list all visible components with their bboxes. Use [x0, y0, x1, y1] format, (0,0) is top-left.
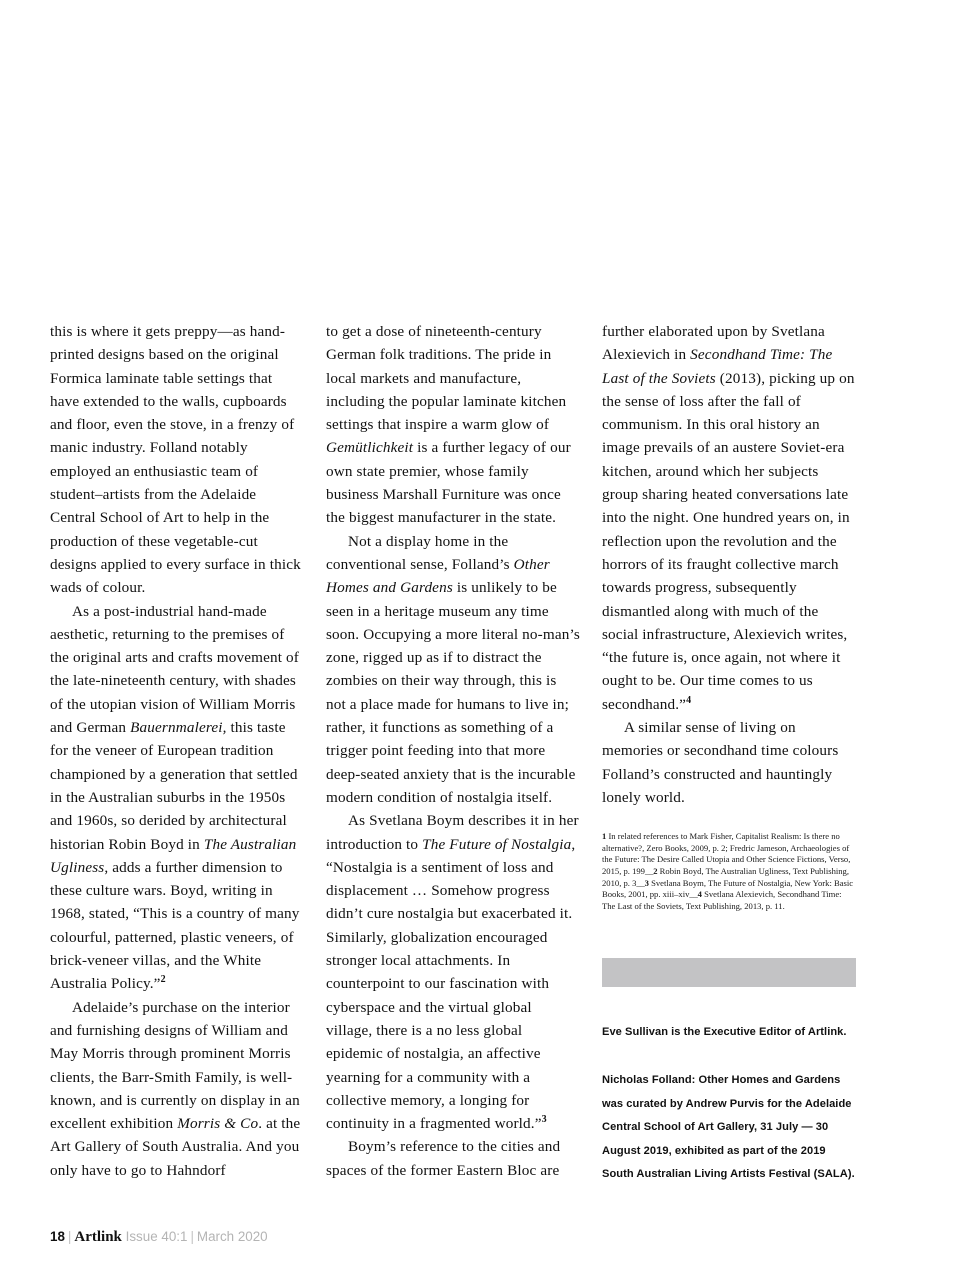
text-column-2	[326, 320, 580, 1200]
body-paragraph	[50, 320, 304, 600]
body-paragraph	[602, 320, 856, 716]
endnote-text: In related references to Mark Fisher, Capitalist Realism: Is there no alternative?, Zero Books, 2009, p. 2; Fredric Jameson, Archaeologies of the Future: The Desire Called Utopia and Other Science Fictions, Verso, 2015, p. 199	[602, 831, 851, 877]
text-run: As a post-industrial hand-made aesthetic, returning to the premises of the original arts and crafts movement of the late-nineteenth century, with shades of the utopian vision of William Morris and German	[50, 602, 299, 737]
body-paragraph	[326, 530, 580, 810]
text-run: A similar sense of living on memories or secondhand time colours Folland’s constructed and hauntingly lonely world.	[602, 719, 839, 806]
text-run: this is where it gets preppy—as hand-printed designs based on the original Formica laminate table settings that have extended to the walls, cupboards and floor, even the stove, in a frenzy of manic industry. Folland notably employed an enthusiastic team of student–artists from the Adelaide Central School of Art to help in the production of these vegetable-cut designs applied to every surface in thick wads of colour.	[50, 323, 301, 597]
text-column-1	[50, 320, 304, 1200]
endnotes-block	[602, 831, 856, 912]
italic-run: Bauernmalerei,	[130, 719, 227, 737]
endnote-text: Robin Boyd, The Australian Ugliness, Text Publishing, 2010, p. 3	[602, 866, 850, 888]
column-3-paragraphs	[602, 320, 856, 809]
endnote-separator: __	[636, 877, 645, 888]
endnote-number: 4	[697, 889, 702, 900]
text-run: As Svetlana Boym describes it in her introduction to	[326, 812, 579, 853]
endnote-number: 1	[602, 831, 607, 842]
italic-run: The Future of Nostalgia	[422, 835, 572, 853]
text-run: , adds a further dimension to these culture wars. Boyd, writing in 1968, stated, “This is a country of many colourful, patterned, plastic veneers, of brick-veneer villas, and the White Australia Policy.”	[50, 858, 300, 993]
footer-separator-2: |	[190, 1229, 194, 1244]
footnote-reference: 4	[686, 694, 692, 706]
body-paragraph	[326, 809, 580, 1135]
column-2-paragraphs	[326, 320, 580, 1182]
text-run: Not a display home in the conventional sense, Folland’s	[326, 532, 514, 573]
issue-label: Issue 40:1	[125, 1229, 188, 1244]
text-run: is a further legacy of our own state premier, whose family business Marshall Furniture was once the biggest manufacturer in the state.	[326, 439, 571, 527]
body-paragraph	[326, 320, 580, 530]
column-1-paragraphs	[50, 320, 304, 1182]
text-run: to get a dose of nineteenth-century German folk traditions. The pride in local markets and manufacture, including the popular laminate kitchen settings that inspire a warm glow of	[326, 323, 567, 434]
footer-separator-1: |	[67, 1229, 72, 1244]
text-run: this taste for the veneer of European tradition championed by a generation that settled in the Australian suburbs in the 1950s and 1960s, so derided by architectural historian Robin Boyd in	[50, 719, 298, 853]
body-paragraph	[326, 1135, 580, 1182]
text-column-3	[602, 320, 856, 1200]
endnote-text: Svetlana Alexievich, Secondhand Time: The Last of the Soviets, Text Publishing, 2013, p. 11.	[602, 889, 842, 911]
page-number: 18	[50, 1229, 65, 1244]
endnote-separator: __	[644, 866, 654, 877]
body-paragraph	[50, 996, 304, 1182]
endnote-number: 3	[644, 877, 649, 888]
issue-date: March 2020	[196, 1229, 268, 1244]
text-run: further elaborated upon by Svetlana Alexievich in	[602, 323, 825, 364]
italic-run: Morris & Co	[177, 1115, 259, 1133]
footnote-reference: 3	[541, 1114, 547, 1126]
text-run: , “Nostalgia is a sentiment of loss and displacement … Somehow progress didn’t cure nostalgia but exacerbated it. Similarly, globalization encouraged stronger local attachments. In counterpoint to our fascination with cyberspace and the virtual global village, there is a no less global epidemic of nostalgia, an affective yearning for a community with a collective memory, a longing for continuity in a fragmented world.”	[326, 835, 576, 1133]
endnote-text: Svetlana Boym, The Future of Nostalgia, New York: Basic Books, 2001, pp. xiii–xiv	[602, 877, 854, 900]
text-run: Boym’s reference to the cities and spaces of the former Eastern Bloc are	[326, 1138, 561, 1179]
italic-run: Gemütlichkeit	[326, 439, 414, 457]
text-run: is unlikely to be seen in a heritage museum any time soon. Occupying a more literal no-man’s zone, rigged up as if to distract the zombies on their way through, this is not a place made for humans to live in; rather, it functions as something of a trigger point feeding into that more deep-seated anxiety that is the incurable modern condition of nostalgia itself.	[326, 579, 580, 806]
italic-run: Secondhand Time: The Last of the Soviets	[602, 346, 833, 387]
editor-credit-caption: Eve Sullivan is the Executive Editor of Artlink.	[602, 1026, 847, 1039]
footnote-reference: 2	[160, 974, 166, 986]
exhibition-credit-caption: Nicholas Folland: Other Homes and Gardens was curated by Andrew Purvis for the Adelaide Central School of Art Gallery, 31 July — 30 August 2019, exhibited as part of the 2019 South Australian Living Artists Festival (SALA).	[602, 1073, 855, 1181]
italic-run: The Australian Ugliness	[50, 835, 297, 876]
text-run: . at the Art Gallery of South Australia. And you only have to go to Hahndorf	[50, 1115, 301, 1179]
page-footer	[50, 1228, 268, 1246]
endnote-number: 2	[653, 866, 658, 877]
text-run: (2013), picking up on the sense of loss after the fall of communism. In this oral history an image prevails of an austere Soviet-era kitchen, around which her subjects group sharing heated conversations late into the night. One hundred years on, in reflection upon the revolution and the horrors of its fraught collective march towards progress, subsequently dismantled along with much of the social infrastructure, Alexievich writes, “the future is, once again, not where it ought to be. Our time comes to us secondhand.”	[602, 369, 855, 713]
text-run: Adelaide’s purchase on the interior and furnishing designs of William and May Morris through prominent Morris clients, the Barr-Smith Family, is well-known, and is currently on display in an excellent exhibition	[50, 998, 300, 1133]
body-paragraph	[602, 716, 856, 809]
italic-run: Other Homes and Gardens	[326, 555, 550, 597]
redacted-image-placeholder	[602, 958, 856, 987]
body-paragraph	[50, 600, 304, 996]
publication-name: Artlink	[74, 1229, 122, 1245]
article-body-columns	[50, 320, 855, 1200]
endnote-separator: __	[689, 889, 698, 900]
